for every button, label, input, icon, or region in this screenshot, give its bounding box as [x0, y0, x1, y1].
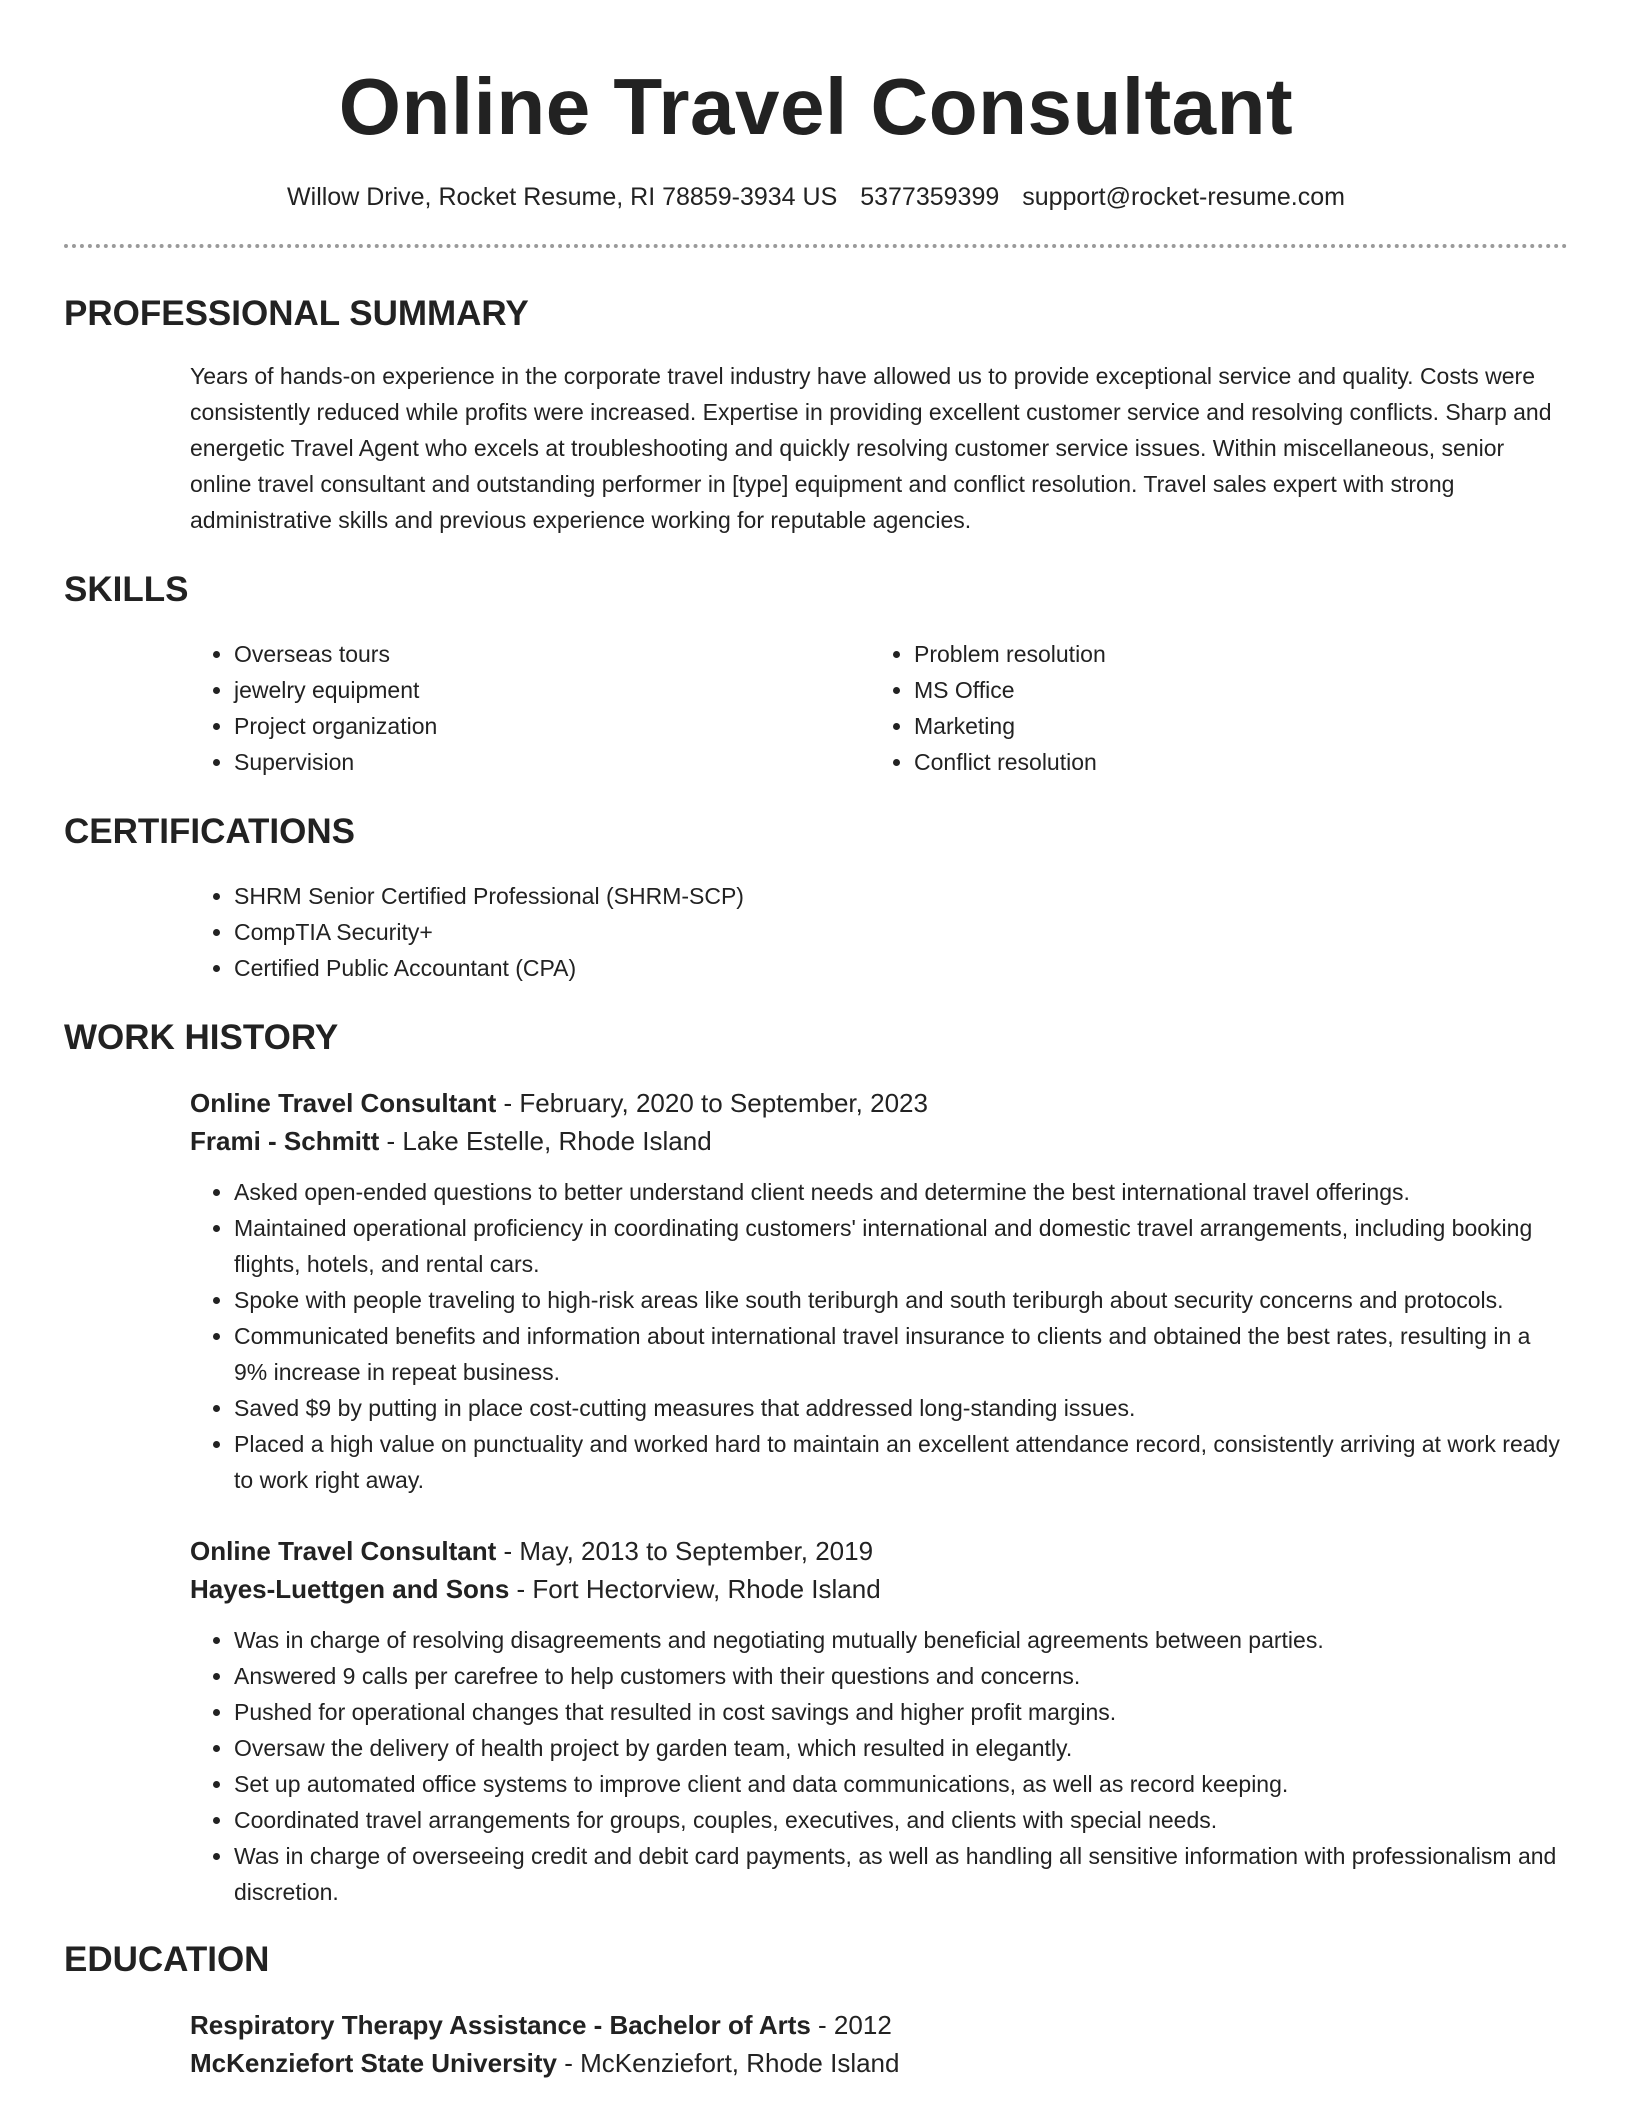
job-bullet: • Maintained operational proficiency in coordinating customers' international and domestic travel arrangements, including booking flights, hotels, and rental cars. — [234, 1210, 1568, 1282]
skill-item: • Project organization — [234, 708, 870, 744]
job-company-line — [190, 1570, 1568, 1608]
job-dates: - February, 2020 to September, 2023 — [496, 1088, 928, 1118]
job-bullets — [190, 1174, 1568, 1498]
skill-item: • jewelry equipment — [234, 672, 870, 708]
job-bullet: • Oversaw the delivery of health project by garden team, which resulted in elegantly. — [234, 1730, 1568, 1766]
job-bullet: • Communicated benefits and information about international travel insurance to clients and obtained the best rates, resulting in a 9% increase in repeat business. — [234, 1318, 1568, 1390]
certification-item: • SHRM Senior Certified Professional (SHRM-SCP) — [234, 878, 1568, 914]
education-school-line — [190, 2044, 1568, 2082]
skill-item: • Supervision — [234, 744, 870, 780]
certifications-bullets — [190, 878, 1568, 986]
job-bullet: • Coordinated travel arrangements for groups, couples, executives, and clients with special needs. — [234, 1802, 1568, 1838]
job-location: - Fort Hectorview, Rhode Island — [509, 1574, 881, 1604]
education-location: - McKenziefort, Rhode Island — [556, 2048, 900, 2078]
job-bullet: • Was in charge of resolving disagreements and negotiating mutually beneficial agreements between parties. — [234, 1622, 1568, 1658]
section-title-summary: PROFESSIONAL SUMMARY — [64, 294, 529, 333]
job-bullet: • Was in charge of overseeing credit and debit card payments, as well as handling all sensitive information with professionalism and discretion. — [234, 1838, 1568, 1910]
section-title-skills: SKILLS — [64, 570, 189, 609]
skills-grid — [64, 636, 1568, 780]
job-role: Online Travel Consultant — [190, 1536, 497, 1566]
education-year: - 2012 — [810, 2010, 892, 2040]
job-company: Hayes-Luettgen and Sons — [190, 1574, 510, 1604]
certifications-list — [64, 878, 1568, 986]
skill-item: • Conflict resolution — [914, 744, 1550, 780]
job-entry — [64, 1532, 1568, 1910]
resume-page — [64, 0, 1568, 2082]
job-bullets — [190, 1622, 1568, 1910]
header-divider — [64, 244, 1568, 248]
job-bullet: • Pushed for operational changes that resulted in cost savings and higher profit margins. — [234, 1694, 1568, 1730]
education-school: McKenziefort State University — [190, 2048, 557, 2078]
job-company: Frami - Schmitt — [190, 1126, 380, 1156]
skills-column-left — [190, 636, 870, 780]
skill-item: • Problem resolution — [914, 636, 1550, 672]
skill-item: • MS Office — [914, 672, 1550, 708]
skill-item: • Marketing — [914, 708, 1550, 744]
summary-text: Years of hands-on experience in the corporate travel industry have allowed us to provide exceptional service and quality. Costs were consistently reduced while profits were increased. Expertise in providing excellent customer service and resolving conflicts. Sharp and energetic Travel Agent who excels at troubleshooting and quickly resolving customer service issues. Within miscellaneous, senior online travel consultant and outstanding performer in [type] equipment and conflict resolution. Travel sales expert with strong administrative skills and previous experience working for reputable agencies. — [190, 363, 1552, 533]
skills-list-right — [870, 636, 1550, 780]
section-title-education: EDUCATION — [64, 1940, 270, 1979]
contact-line — [64, 180, 1568, 214]
certification-item: • CompTIA Security+ — [234, 914, 1568, 950]
job-bullet: • Placed a high value on punctuality and worked hard to maintain an excellent attendance record, consistently arriving at work ready to work right away. — [234, 1426, 1568, 1498]
job-bullet: • Asked open-ended questions to better understand client needs and determine the best international travel offerings. — [234, 1174, 1568, 1210]
job-bullet: • Saved $9 by putting in place cost-cutting measures that addressed long-standing issues. — [234, 1390, 1568, 1426]
education-degree-line — [190, 2006, 1568, 2044]
contact-phone: 5377359399 — [860, 183, 1000, 211]
section-title-certifications: CERTIFICATIONS — [64, 812, 356, 851]
job-company-line — [190, 1122, 1568, 1160]
education-entry — [64, 2006, 1568, 2082]
contact-email: support@rocket-resume.com — [1022, 183, 1345, 211]
skills-list-left — [190, 636, 870, 780]
job-dates: - May, 2013 to September, 2019 — [496, 1536, 874, 1566]
skill-item: • Overseas tours — [234, 636, 870, 672]
candidate-name: Online Travel Consultant — [338, 62, 1294, 151]
job-entry — [64, 1084, 1568, 1498]
job-bullet: • Set up automated office systems to improve client and data communications, as well as record keeping. — [234, 1766, 1568, 1802]
contact-address: Willow Drive, Rocket Resume, RI 78859-3934 US — [287, 183, 838, 211]
section-title-work-history: WORK HISTORY — [64, 1018, 339, 1057]
job-bullet: • Spoke with people traveling to high-risk areas like south teriburgh and south teriburgh about security concerns and protocols. — [234, 1282, 1568, 1318]
job-role-line — [190, 1532, 1568, 1570]
job-bullet: • Answered 9 calls per carefree to help customers with their questions and concerns. — [234, 1658, 1568, 1694]
skills-column-right — [870, 636, 1550, 780]
job-role: Online Travel Consultant — [190, 1088, 497, 1118]
certification-item: • Certified Public Accountant (CPA) — [234, 950, 1568, 986]
education-degree: Respiratory Therapy Assistance - Bachelor of Arts — [190, 2010, 811, 2040]
job-location: - Lake Estelle, Rhode Island — [379, 1126, 712, 1156]
job-role-line — [190, 1084, 1568, 1122]
